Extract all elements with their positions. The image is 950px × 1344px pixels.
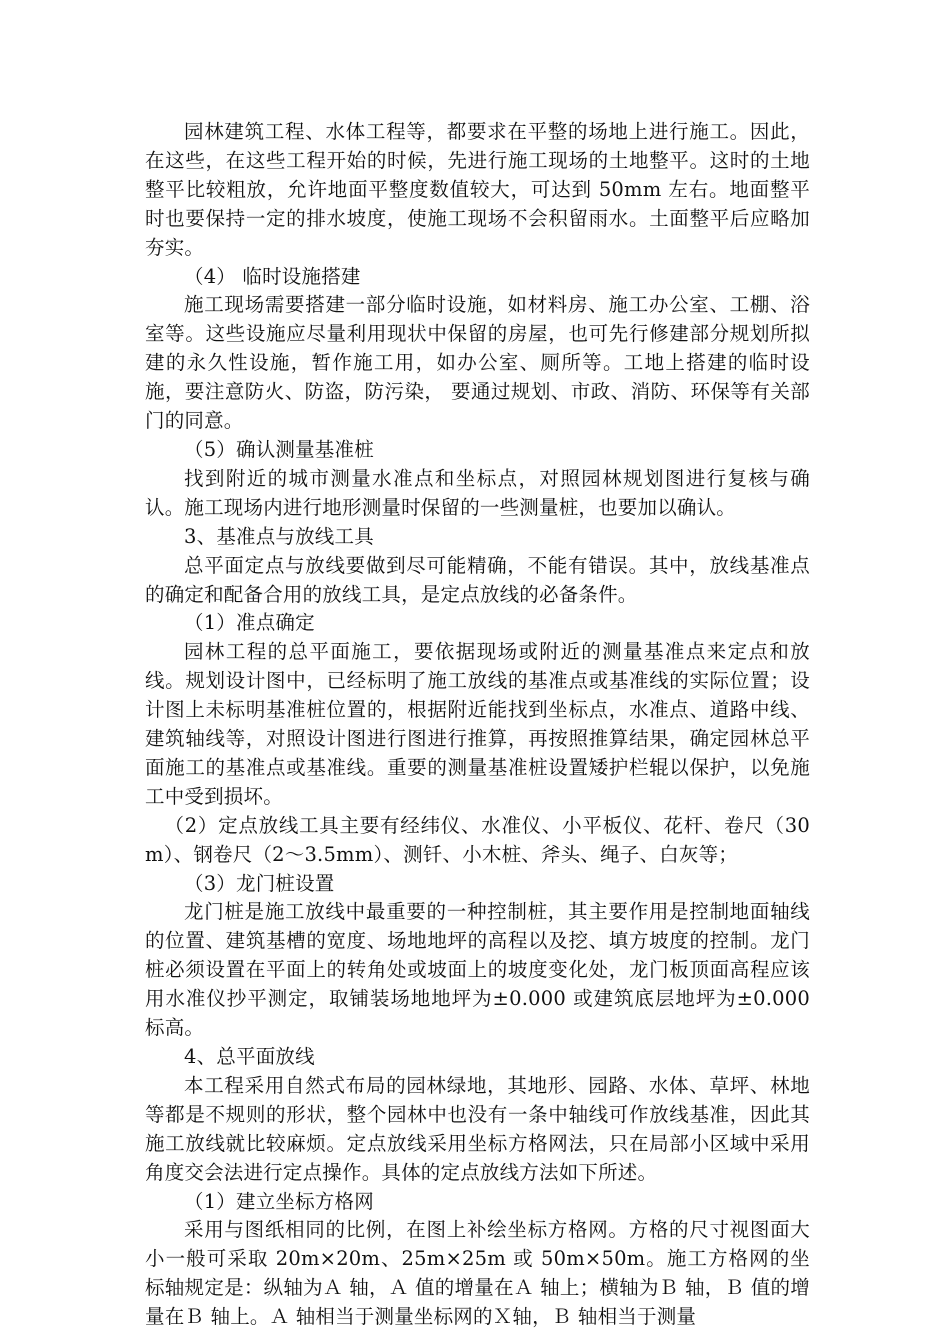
paragraph-temporary-facilities: 施工现场需要搭建一部分临时设施，如材料房、施工办公室、工棚、浴室等。这些设施应尽量利用现状中保留的房屋，也可先行修建部分规划所拟建的永久性设施，暂作施工用，如办公室、厕所等。工地上搭建的临时设施，要注意防火、防盗，防污染， 要通过规划、市政、消防、环保等有关部门的同意。 xyxy=(145,293,810,433)
paragraph-point-determination: 园林工程的总平面施工，要依据现场或附近的测量基准点来定点和放线。规划设计图中，已经标明了施工放线的基准点或基准线的实际位置；设计图上未标明基准桩位置的，根据附近能找到坐标点，水准点、道路中线、建筑轴线等，对照设计图进行图进行推算，再按照推算结果，确定园林总平面施工的基准点或基准线。重要的测量基准桩设置矮护栏辊以保护，以免施工中受到损坏。 xyxy=(145,640,810,808)
heading-batter-board: （3）龙门桩设置 xyxy=(184,871,335,895)
paragraph-confirm-benchmark: 找到附近的城市测量水准点和坐标点，对照园林规划图进行复核与确认。施工现场内进行地形测量时保留的一些测量桩，也要加以确认。 xyxy=(145,466,810,519)
heading-coordinate-grid: （1）建立坐标方格网 xyxy=(184,1189,374,1213)
heading-benchmark-tools: 3、基准点与放线工具 xyxy=(184,524,374,548)
heading-temporary-facilities: （4） 临时设施搭建 xyxy=(184,264,361,288)
heading-point-determination: （1）准点确定 xyxy=(184,611,315,635)
heading-confirm-benchmark: （5）确认测量基准桩 xyxy=(184,437,374,461)
document-body xyxy=(145,118,810,1332)
paragraph-batter-board: 龙门桩是施工放线中最重要的一种控制桩，其主要作用是控制地面轴线的位置、建筑基槽的宽度、场地地坪的高程以及挖、填方坡度的控制。龙门桩必须设置在平面上的转角处或坡面上的坡度变化处，龙门板顶面高程应该用水准仪抄平测定，取铺装场地地坪为±0.000 或建筑底层地坪为±0.000 标高。 xyxy=(145,900,810,1040)
paragraph-site-leveling: 园林建筑工程、水体工程等，都要求在平整的场地上进行施工。因此，在这些，在这些工程开始的时候，先进行施工现场的土地整平。这时的土地整平比较粗放，允许地面平整度数值较大，可达到 50mm 左右。地面整平时也要保持一定的排水坡度，使施工现场不会积留雨水。土面整平后应略加夯实。 xyxy=(145,120,810,259)
heading-general-layout: 4、总平面放线 xyxy=(184,1045,315,1068)
paragraph-general-layout: 本工程采用自然式布局的园林绿地，其地形、园路、水体、草坪、林地等都是不规则的形状，整个园林中也没有一条中轴线可作放线基准，因此其施工放线就比较麻烦。定点放线采用坐标方格网法，只在局部小区域中采用角度交会法进行定点操作。具体的定点放线方法如下所述。 xyxy=(145,1073,810,1184)
paragraph-coordinate-grid: 采用与图纸相同的比例，在图上补绘坐标方格网。方格的尺寸视图面大小一般可采取 20m×20m、25m×25m 或 50m×50m。施工方格网的坐标轴规定是：纵轴为Ａ 轴，Ａ 值的增量在Ａ 轴上；横轴为Ｂ 轴，Ｂ 值的增量在Ｂ 轴上。Ａ 轴相当于测量坐标网的Ｘ轴，Ｂ 轴相当于测量 xyxy=(145,1218,810,1329)
paragraph-benchmark-tools: 总平面定点与放线要做到尽可能精确，不能有错误。其中，放线基准点的确定和配备合用的放线工具，是定点放线的必备条件。 xyxy=(145,553,810,606)
paragraph-layout-tools: （2）定点放线工具主要有经纬仪、水准仪、小平板仪、花杆、卷尺（30m）、钢卷尺（2～3.5mm）、测钎、小木桩、斧头、绳子、白灰等； xyxy=(145,813,810,866)
